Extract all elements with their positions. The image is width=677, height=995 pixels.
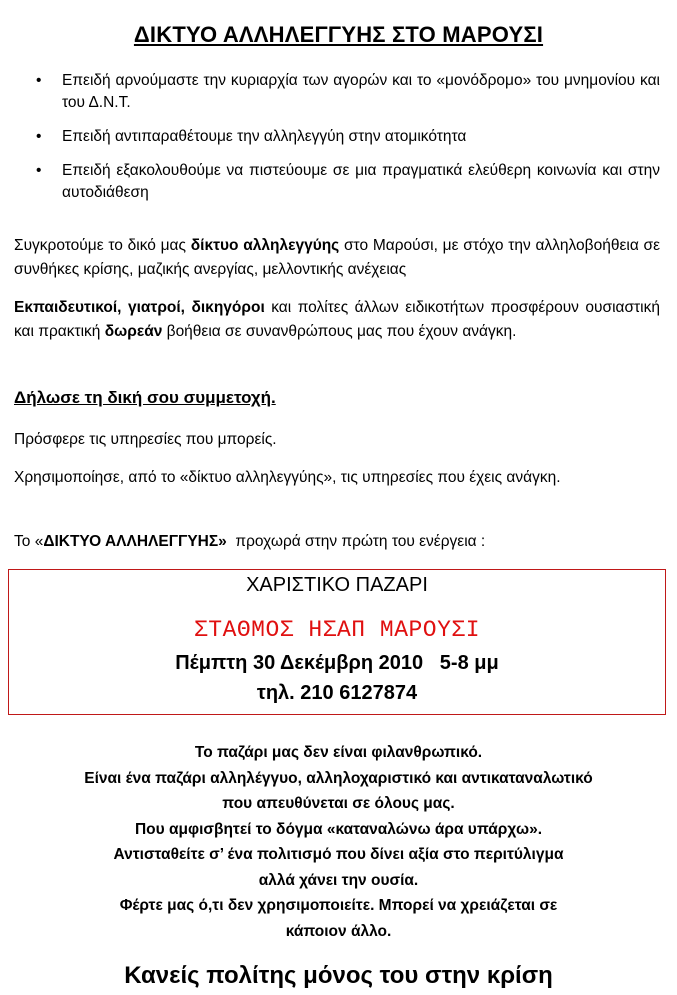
- reason-text: Επειδή αρνούμαστε την κυριαρχία των αγορών και το «μονόδρομο» του μνημονίου και του Δ.Ν.Τ.: [62, 72, 660, 111]
- bullet-icon: •: [36, 162, 42, 179]
- professionals-text-end: βοήθεια σε συνανθρώπους μας που έχουν ανάγκη.: [162, 323, 517, 340]
- professionals-text: και πολίτες άλλων ειδικοτήτων προσφέρουν ουσιαστική και πρακτική: [14, 299, 660, 340]
- professionals-paragraph: [14, 296, 660, 344]
- reason-item: [36, 70, 660, 114]
- closing-line: Το παζάρι μας δεν είναι φιλανθρωπικό.: [194, 744, 483, 761]
- reason-text: Επειδή εξακολουθούμε να πιστεύουμε σε μια πραγματικά ελεύθερη κοινωνία και στην αυτοδιάθεση: [62, 162, 660, 201]
- event-phone: τηλ. 210 6127874: [256, 682, 418, 704]
- closing-line: αλλά χάνει την ουσία.: [258, 871, 419, 889]
- first-action-text: [14, 530, 660, 554]
- participation-call: Δήλωσε τη δική σου συμμετοχή.: [14, 388, 276, 407]
- event-location: ΣΤΑΘΜΟΣ ΗΣΑΠ ΜΑΡΟΥΣΙ: [193, 617, 481, 643]
- professions-emphasis: Εκπαιδευτικοί, γιατροί, δικηγόροι: [14, 299, 265, 316]
- closing-line: Που αμφισβητεί το δόγμα «καταναλώνω άρα υπάρχω».: [134, 820, 542, 838]
- event-box: [8, 569, 666, 715]
- reason-text: Επειδή αντιπαραθέτουμε την αλληλεγγύη στην ατομικότητα: [62, 128, 467, 145]
- flyer-title: ΔΙΚΤΥΟ ΑΛΛΗΛΕΓΓΥΗΣ ΣΤΟ ΜΑΡΟΥΣΙ: [133, 22, 544, 47]
- first-action-end: προχωρά στην πρώτη του ενέργεια :: [226, 533, 486, 550]
- offer-services-text: Πρόσφερε τις υπηρεσίες που μπορείς.: [14, 431, 277, 448]
- event-date-time: Πέμπτη 30 Δεκέμβρη 2010 5-8 μμ: [175, 652, 499, 674]
- use-services-text: Χρησιμοποίησε, από το «δίκτυο αλληλεγγύης», τις υπηρεσίες που έχεις ανάγκη.: [14, 469, 561, 486]
- bullet-icon: •: [36, 128, 42, 145]
- closing-line: Αντισταθείτε σ’ ένα πολιτισμό που δίνει αξία στο περιτύλιγμα: [113, 846, 564, 863]
- closing-statement: [0, 740, 677, 944]
- reason-item: [36, 126, 660, 148]
- closing-line: Φέρτε μας ό,τι δεν χρησιμοποιείτε. Μπορεί να χρειάζεται σε: [119, 897, 558, 914]
- intro-emphasis: δίκτυο αλληλεγγύης: [190, 237, 340, 254]
- slogan: Κανείς πολίτης μόνος του στην κρίση: [124, 962, 553, 989]
- network-name-emphasis: ΔΙΚΤΥΟ ΑΛΛΗΛΕΓΓΥΗΣ: [43, 533, 219, 550]
- first-action-lead: Το «: [14, 533, 44, 550]
- closing-quote: »: [218, 533, 227, 550]
- closing-line: κάποιον άλλο.: [285, 922, 392, 940]
- network-intro-paragraph: [14, 234, 660, 282]
- closing-line: Είναι ένα παζάρι αλληλέγγυο, αλληλοχαριστικό και αντικαταναλωτικό: [84, 769, 593, 787]
- bullet-icon: •: [36, 72, 42, 89]
- closing-line: που απευθύνεται σε όλους μας.: [222, 795, 455, 812]
- intro-text-end: στο Μαρούσι, με στόχο την αλληλοβοήθεια σε συνθήκες κρίσης, μαζικής ανεργίας, μελλοντικής ανέχειας: [14, 237, 660, 278]
- reasons-list: [36, 70, 660, 216]
- reason-item: [36, 160, 660, 204]
- event-heading: ΧΑΡΙΣΤΙΚΟ ΠΑΖΑΡΙ: [246, 574, 428, 596]
- intro-text: Συγκροτούμε το δικό μας: [14, 237, 191, 254]
- free-emphasis: δωρεάν: [104, 323, 163, 340]
